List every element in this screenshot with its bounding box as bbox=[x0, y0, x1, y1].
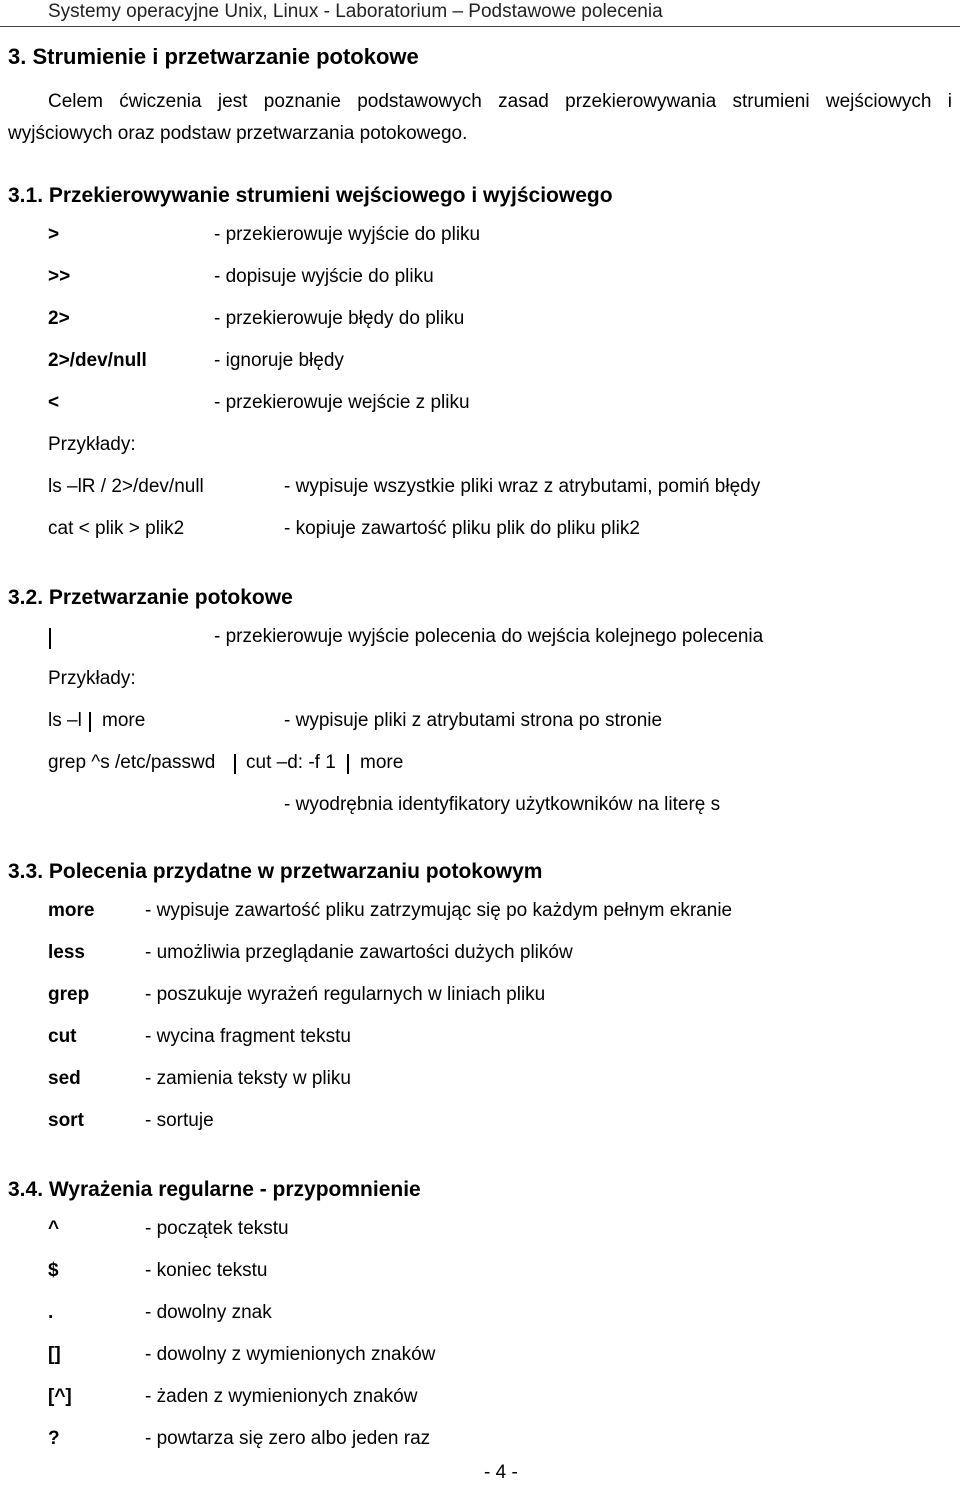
example-desc: - wypisuje pliki z atrybutami strona po stronie bbox=[284, 710, 663, 731]
example-desc: - wypisuje wszystkie pliki wraz z atrybutami, pomiń błędy bbox=[284, 476, 761, 497]
redirect-symbol: 2>/dev/null bbox=[48, 350, 147, 371]
pipe-desc: - przekierowuje wyjście polecenia do wejścia kolejnego polecenia bbox=[214, 626, 764, 647]
section-3-4-title: 3.4. Wyrażenia regularne - przypomnienie bbox=[8, 1178, 421, 1201]
redirect-desc: - przekierowuje wejście z pliku bbox=[214, 392, 470, 413]
example-desc: - wyodrębnia identyfikatory użytkowników na literę s bbox=[284, 794, 721, 815]
command-name: sed bbox=[48, 1068, 81, 1089]
command-desc: - poszukuje wyrażeń regularnych w liniach pliku bbox=[145, 984, 546, 1005]
command-name: more bbox=[48, 900, 95, 921]
regex-symbol: . bbox=[48, 1302, 54, 1323]
regex-desc: - żaden z wymienionych znaków bbox=[145, 1386, 418, 1407]
regex-desc: - dowolny z wymienionych znaków bbox=[145, 1344, 436, 1365]
pipe-symbol bbox=[89, 712, 91, 732]
command-desc: - zamienia teksty w pliku bbox=[145, 1068, 351, 1089]
intro-line-2: wyjściowych oraz podstaw przetwarzania potokowego. bbox=[8, 123, 468, 144]
redirect-desc: - przekierowuje błędy do pliku bbox=[214, 308, 465, 329]
command-name: cut bbox=[48, 1026, 77, 1047]
examples-label: Przykłady: bbox=[48, 668, 136, 689]
pipe-symbol bbox=[49, 628, 51, 649]
section-3-intro bbox=[8, 86, 952, 150]
regex-symbol: [] bbox=[48, 1344, 61, 1365]
page-number: - 4 - bbox=[484, 1462, 518, 1483]
redirect-desc: - przekierowuje wyjście do pliku bbox=[214, 224, 481, 245]
regex-symbol: ? bbox=[48, 1428, 60, 1449]
pipe-symbol bbox=[234, 754, 236, 774]
regex-desc: - powtarza się zero albo jeden raz bbox=[145, 1428, 431, 1449]
example-command-part: more bbox=[102, 710, 146, 731]
regex-desc: - początek tekstu bbox=[145, 1218, 289, 1239]
pipe-symbol bbox=[347, 754, 349, 774]
command-desc: - umożliwia przeglądanie zawartości dużych plików bbox=[145, 942, 573, 963]
section-3-title: 3. Strumienie i przetwarzanie potokowe bbox=[8, 44, 419, 69]
command-desc: - wypisuje zawartość pliku zatrzymując się po każdym pełnym ekranie bbox=[145, 900, 733, 921]
redirect-symbol: 2> bbox=[48, 308, 70, 329]
example-command-part: grep ^s /etc/passwd bbox=[48, 752, 216, 773]
redirect-symbol: >> bbox=[48, 266, 71, 287]
regex-symbol: $ bbox=[48, 1260, 59, 1281]
section-3-1-title: 3.1. Przekierowywanie strumieni wejściowego i wyjściowego bbox=[8, 184, 613, 207]
example-command-part: more bbox=[360, 752, 404, 773]
example-command-part: ls –l bbox=[48, 710, 82, 731]
section-3-3-title: 3.3. Polecenia przydatne w przetwarzaniu potokowym bbox=[8, 860, 543, 883]
redirect-desc: - ignoruje błędy bbox=[214, 350, 344, 371]
command-name: sort bbox=[48, 1110, 84, 1131]
regex-desc: - koniec tekstu bbox=[145, 1260, 268, 1281]
example-command: cat < plik > plik2 bbox=[48, 518, 185, 539]
command-name: less bbox=[48, 942, 85, 963]
running-header: Systemy operacyjne Unix, Linux - Laboratorium – Podstawowe polecenia bbox=[48, 1, 663, 22]
regex-symbol: ^ bbox=[48, 1218, 60, 1239]
section-3-2-title: 3.2. Przetwarzanie potokowe bbox=[8, 586, 293, 609]
regex-symbol: [^] bbox=[48, 1386, 72, 1407]
command-desc: - wycina fragment tekstu bbox=[145, 1026, 351, 1047]
redirect-symbol: < bbox=[48, 392, 60, 413]
header-rule bbox=[0, 26, 960, 27]
command-desc: - sortuje bbox=[145, 1110, 214, 1131]
example-command-part: cut –d: -f 1 bbox=[246, 752, 336, 773]
regex-desc: - dowolny znak bbox=[145, 1302, 272, 1323]
examples-label: Przykłady: bbox=[48, 434, 136, 455]
redirect-symbol: > bbox=[48, 224, 60, 245]
command-name: grep bbox=[48, 984, 90, 1005]
example-desc: - kopiuje zawartość pliku plik do pliku plik2 bbox=[284, 518, 640, 539]
intro-line-1: Celem ćwiczenia jest poznanie podstawowych zasad przekierowywania strumieni wejściowych i bbox=[48, 91, 952, 112]
redirect-desc: - dopisuje wyjście do pliku bbox=[214, 266, 434, 287]
example-command: ls –lR / 2>/dev/null bbox=[48, 476, 204, 497]
